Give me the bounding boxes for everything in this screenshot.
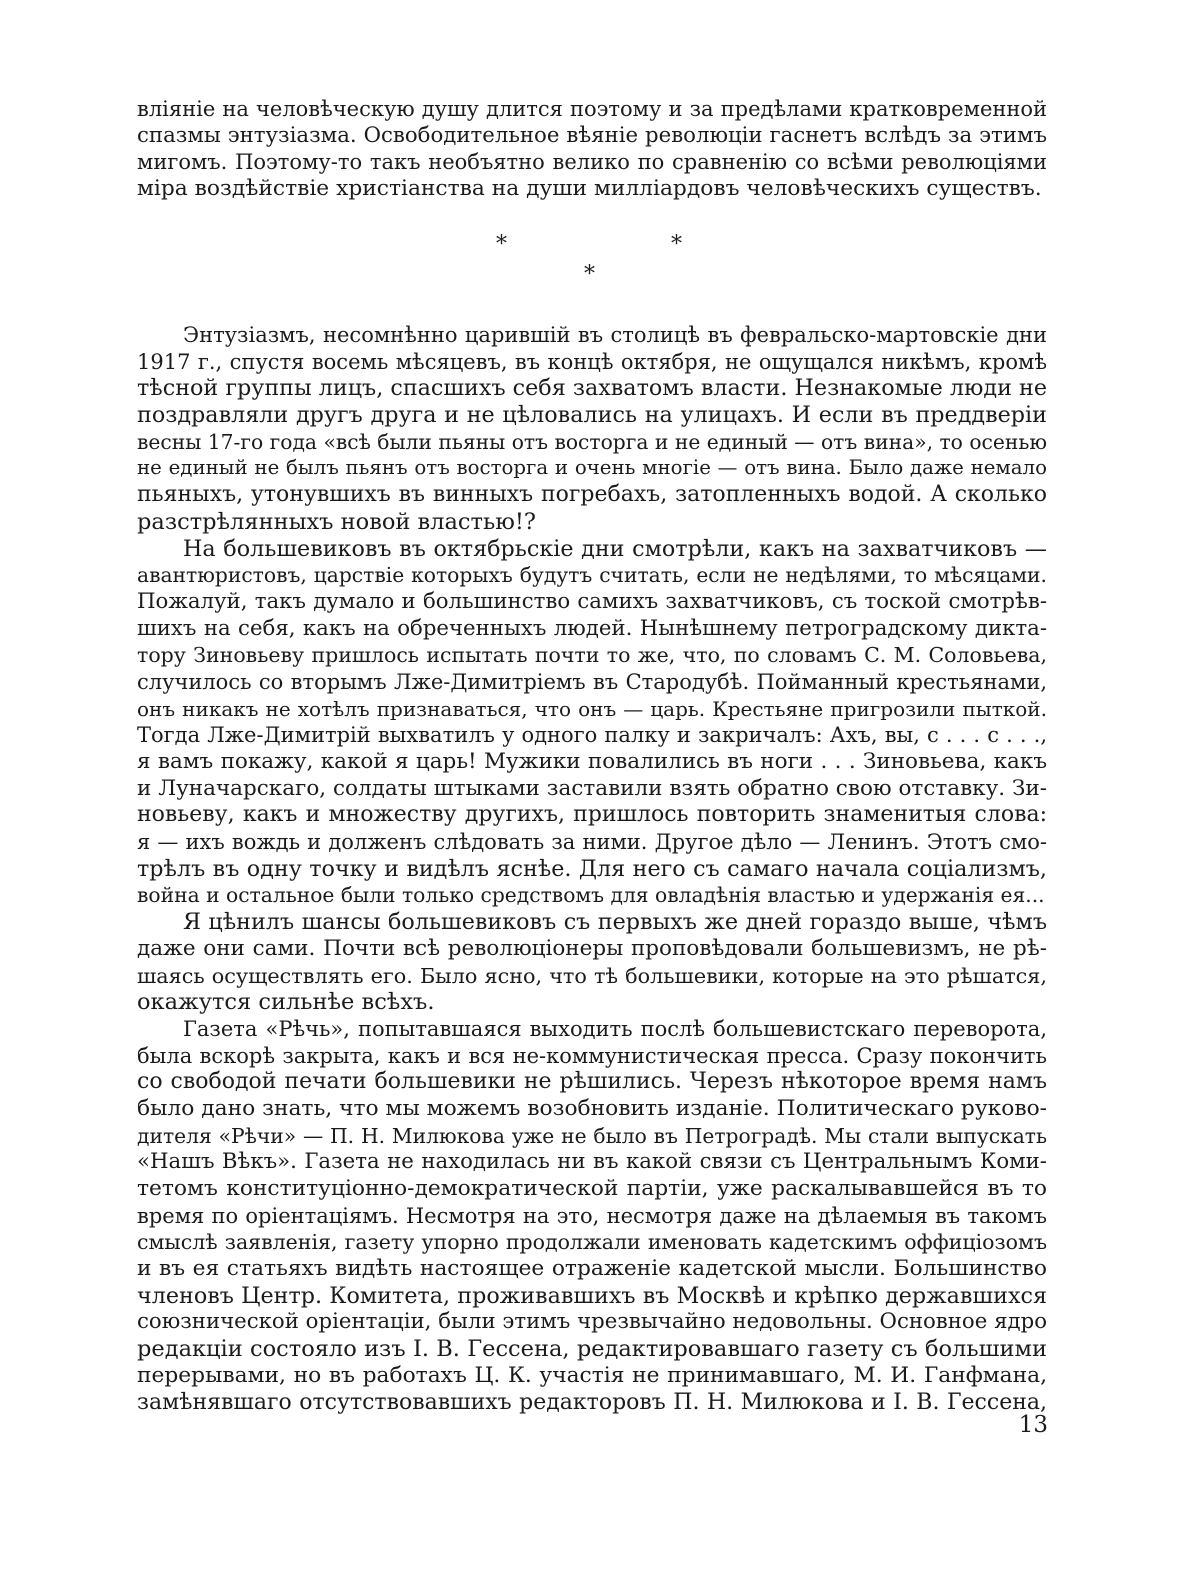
text-line: Тогда Лже-Димитрій выхватилъ у одного палку и закричалъ: Ахъ, вы, с . . . с . . ., (137, 723, 1047, 748)
asterisk: * (671, 232, 682, 257)
text-line: со свободой печати большевики не рѣшились. Черезъ нѣкоторое время намъ (137, 1069, 1047, 1095)
text-line: даже они сами. Почти всѣ революціонеры проповѣдовали большевизмъ, не рѣ- (137, 935, 1047, 961)
text-line: весны 17-го года «всѣ были пьяны отъ восторга и не единый — отъ вина», то осенью (137, 429, 1047, 454)
text-line: тѣсной группы лицъ, спасшихъ себя захватомъ власти. Незнакомые люди не (137, 375, 1047, 402)
page-number: 13 (1018, 1412, 1048, 1438)
text-line: окажутся сильнѣе всѣхъ. (137, 989, 435, 1016)
text-line: редакціи состояло изъ І. В. Гессена, редактировавшаго газету съ большими (137, 1336, 1047, 1363)
text-line: 1917 г., спустя восемь мѣсяцевъ, въ концѣ октября, не ощущался никѣмъ, кромѣ (137, 349, 1047, 374)
text-line: шихъ на себя, какъ на обреченныхъ людей. Нынѣшнему петроградскому дикта- (137, 615, 1047, 641)
text-line: и Луначарскаго, солдаты штыками заставили взять обратно свою отставку. Зи- (137, 775, 1047, 801)
text-line: война и остальное были только средствомъ для овладѣнія властью и удержанія ея... (137, 883, 1045, 908)
text-line: На большевиковъ въ октябрьскіе дни смотрѣли, какъ на захватчиковъ — (183, 535, 1047, 562)
text-line: шаясь осуществлять его. Было ясно, что тѣ большевики, которые на это рѣшатся, (137, 963, 1047, 988)
text-line: Я цѣнилъ шансы большевиковъ съ первыхъ же дней гораздо выше, чѣмъ (183, 909, 1047, 936)
text-line: пьяныхъ, утонувшихъ въ винныхъ погребахъ, затопленныхъ водой. А сколько (137, 482, 1047, 508)
text-line: вліяніе на человѣческую душу длится поэтому и за предѣлами кратковременной (137, 97, 1047, 121)
text-line: членовъ Центр. Комитета, проживавшихъ въ Москвѣ и крѣпко державшихся (137, 1282, 1047, 1309)
paragraph (137, 536, 1047, 910)
text-line: перерывами, но въ работахъ Ц. К. участія не принимавшаго, М. И. Ганфмана, (137, 1362, 1047, 1388)
paragraph (137, 322, 1047, 536)
text-line: разстрѣлянныхъ новой властью!? (137, 508, 536, 535)
text-line: міра воздѣйствіе христіанства на души милліардовъ человѣческихъ существъ. (137, 176, 1042, 202)
text-line: дителя «Рѣчи» — П. Н. Милюкова уже не было въ Петроградѣ. Мы стали выпускать (137, 1123, 1047, 1148)
text-line: время по оріентаціямъ. Несмотря на это, несмотря даже на дѣлаемыя въ такомъ (137, 1203, 1047, 1228)
text-line: случилось со вторымъ Лже-Димитріемъ въ Стародубѣ. Пойманный крестьянами, (137, 669, 1047, 694)
text-line: было дано знать, что мы можемъ возобновить изданіе. Политическаго руково- (137, 1095, 1047, 1121)
text-line: была вскорѣ закрыта, какъ и вся не-коммунистическая пресса. Сразу покончить (137, 1043, 1047, 1068)
text-line: спазмы энтузіазма. Освободительное вѣяніе революціи гаснетъ вслѣдъ за этимъ (137, 122, 1047, 148)
text-line: союзнической оріентаціи, были этимъ чрезвычайно недовольны. Основное ядро (137, 1309, 1047, 1335)
paragraph (137, 909, 1047, 1016)
text-line: замѣнявшаго отсутствовавшихъ редакторовъ П. Н. Милюкова и І. В. Гессена, (137, 1389, 1047, 1415)
text-line: Газета «Рѣчь», попытавшаяся выходить послѣ большевистскаго переворота, (183, 1016, 1047, 1041)
text-line: новьеву, какъ и множеству другихъ, пришлось повторить знаменитыя слова: (137, 802, 1047, 828)
continued-paragraph (137, 96, 1047, 203)
text-line: онъ никакъ не хотѣлъ признаваться, что онъ — царь. Крестьяне пригрозили пыткой. (137, 696, 1047, 721)
text-line: и въ ея статьяхъ видѣть настоящее отраженіе кадетской мысли. Большинство (137, 1256, 1047, 1282)
text-line: не единый не былъ пьянъ отъ восторга и очень многіе — отъ вина. Было даже немало (137, 456, 1047, 480)
text-line: мигомъ. Поэтому-то такъ необъятно велико по сравненію со всѣми революціями (137, 150, 1047, 175)
text-line: «Нашъ Вѣкъ». Газета не находилась ни въ какой связи съ Центральнымъ Коми- (137, 1149, 1047, 1175)
text-line: я — ихъ вождь и долженъ слѣдовать за ними. Другое дѣло — Ленинъ. Этотъ смо- (137, 830, 1047, 855)
asterisk: * (496, 232, 507, 257)
text-line: тору Зиновьеву пришлось испытать почти то же, что, по словамъ С. М. Соловьева, (137, 643, 1047, 668)
text-line: Пожалуй, такъ думало и большинство самихъ захватчиковъ, съ тоской смотрѣв- (137, 588, 1047, 614)
main-text (137, 322, 1047, 1416)
text-line: поздравляли другъ друга и не цѣловались на улицахъ. И если въ преддверіи (137, 402, 1047, 429)
text-line: авантюристовъ, царствіе которыхъ будутъ считать, если не недѣлями, то мѣсяцами. (137, 563, 1047, 588)
text-line: смыслѣ заявленія, газету упорно продолжали именовать кадетскимъ оффиціозомъ (137, 1230, 1047, 1255)
text-line: я вамъ покажу, какой я царь! Мужики повалились въ ноги . . . Зиновьева, какъ (137, 749, 1047, 774)
asterisk: * (584, 262, 595, 287)
text-line: Энтузіазмъ, несомнѣнно царившій въ столицѣ въ февральско-мартовскіе дни (183, 323, 1047, 347)
paragraph (137, 1016, 1047, 1416)
text-line: трѣлъ въ одну точку и видѣлъ яснѣе. Для него съ самаго начала соціализмъ, (137, 855, 1047, 882)
text-line: тетомъ конституціонно-демократической партіи, уже раскалывавшейся въ то (137, 1176, 1047, 1201)
